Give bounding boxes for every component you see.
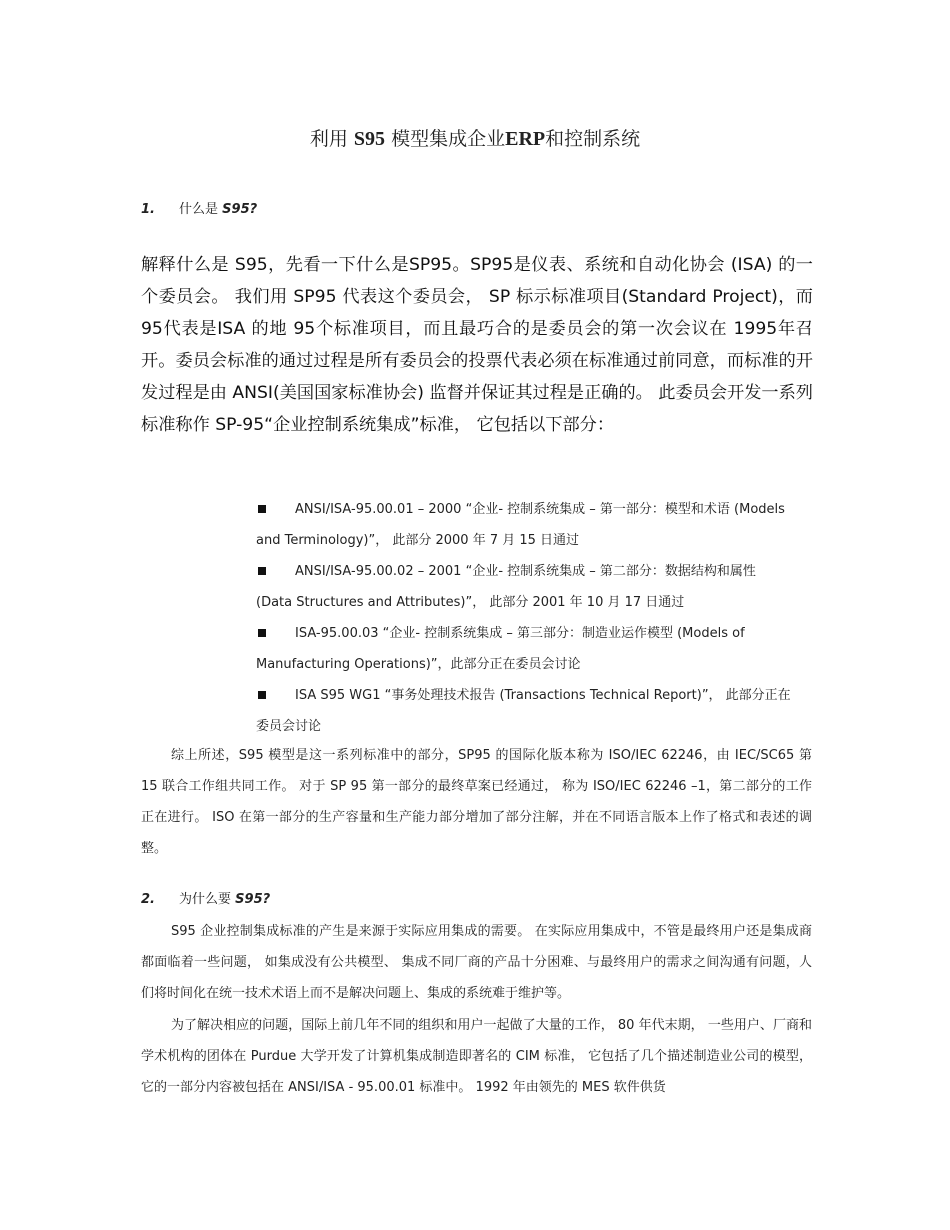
intro-paragraph: 解释什么是 S95，先看一下什么是SP95。SP95是仪表、系统和自动化协会 (ISA) 的一个委员会。 我们用 SP95 代表这个委员会， SP 标示标准项目(Standard Project)，而95代表是ISA 的地 95个标准项目，而且最巧合的是委员会的第一次会议在 1995年召开。委员会标准的通过过程是所有委员会的投票代表必须在标准通过前同意，而标准的开发过程是由 ANSI(美国国家标准协会) 监督并保证其过程是正确的。 此委员会开发一系列标准称作 SP-95“企业控制系统集成”标准， 它包括以下部分： bbox=[141, 255, 813, 435]
section-1-number: 1. bbox=[141, 202, 155, 217]
title-prefix: 利用 bbox=[309, 128, 348, 150]
list-item: ANSI/ISA-95.00.01 – 2000 “企业- 控制系统集成 – 第一部分：模型和术语 (Models and Terminology)”， 此部分 2000 年 7 月 15 日通过 bbox=[256, 502, 785, 548]
list-item: ISA S95 WG1 “事务处理技术报告 (Transactions Technical Report)”， 此部分正在 委员会讨论 bbox=[256, 688, 791, 734]
list-item: ANSI/ISA-95.00.02 – 2001 “企业- 控制系统集成 – 第二部分：数据结构和属性 (Data Structures and Attributes)”， 此部分 2001 年 10 月 17 日通过 bbox=[256, 564, 756, 610]
square-bullet-icon bbox=[258, 567, 266, 575]
section-1-label: 什么是 bbox=[179, 202, 219, 217]
square-bullet-icon bbox=[258, 505, 266, 513]
summary-paragraph: 综上所述，S95 模型是这一系列标准中的部分，SP95 的国际化版本称为 ISO/IEC 62246，由 IEC/SC65 第 15 联合工作组共同工作。 对于 SP 95 第一部分的最终草案已经通过， 称为 ISO/IEC 62246 –1，第二部分的工作正在进行。 ISO 在第一部分的生产容量和生产能力部分增加了部分注解，并在不同语言版本上作了格式和表述的调整。 bbox=[141, 748, 812, 856]
title-s95: S95 bbox=[353, 128, 386, 150]
title-suffix: 和控制系统 bbox=[545, 128, 641, 150]
title-middle: 模型集成企业 bbox=[391, 128, 506, 150]
square-bullet-icon bbox=[258, 691, 266, 699]
history-paragraph: 为了解决相应的问题，国际上前几年不同的组织和用户一起做了大量的工作， 80 年代末期， 一些用户、厂商和学术机构的团体在 Purdue 大学开发了计算机集成制造即著名的 CIM 标准， 它包括了几个描述制造业公司的模型， 它的一部分内容被包括在 ANSI/ISA - 95.00.01 标准中。 1992 年由领先的 MES 软件供货 bbox=[141, 1018, 812, 1095]
list-item: ISA-95.00.03 “企业- 控制系统集成 – 第三部分：制造业运作模型 (Models of Manufacturing Operations)”，此部分正在委员会讨论 bbox=[256, 626, 745, 672]
square-bullet-icon bbox=[258, 629, 266, 637]
title-erp: ERP bbox=[505, 128, 546, 150]
why-s95-paragraph: S95 企业控制集成标准的产生是来源于实际应用集成的需要。 在实际应用集成中，不管是最终用户还是集成商都面临着一些问题， 如集成没有公共模型、 集成不同厂商的产品十分困难、与最终用户的需求之间沟通有问题，人们将时间化在统一技术术语上而不是解决问题上、集成的系统难于维护等。 bbox=[141, 924, 812, 1001]
standards-list bbox=[256, 494, 812, 742]
section-2-number: 2. bbox=[141, 892, 155, 907]
section-1-emphasis: S95? bbox=[222, 202, 258, 217]
section-1-heading bbox=[141, 198, 257, 217]
document-title bbox=[0, 124, 950, 151]
section-2-label: 为什么要 bbox=[179, 892, 232, 907]
section-2-heading bbox=[141, 888, 270, 907]
section-2-emphasis: S95? bbox=[235, 892, 271, 907]
